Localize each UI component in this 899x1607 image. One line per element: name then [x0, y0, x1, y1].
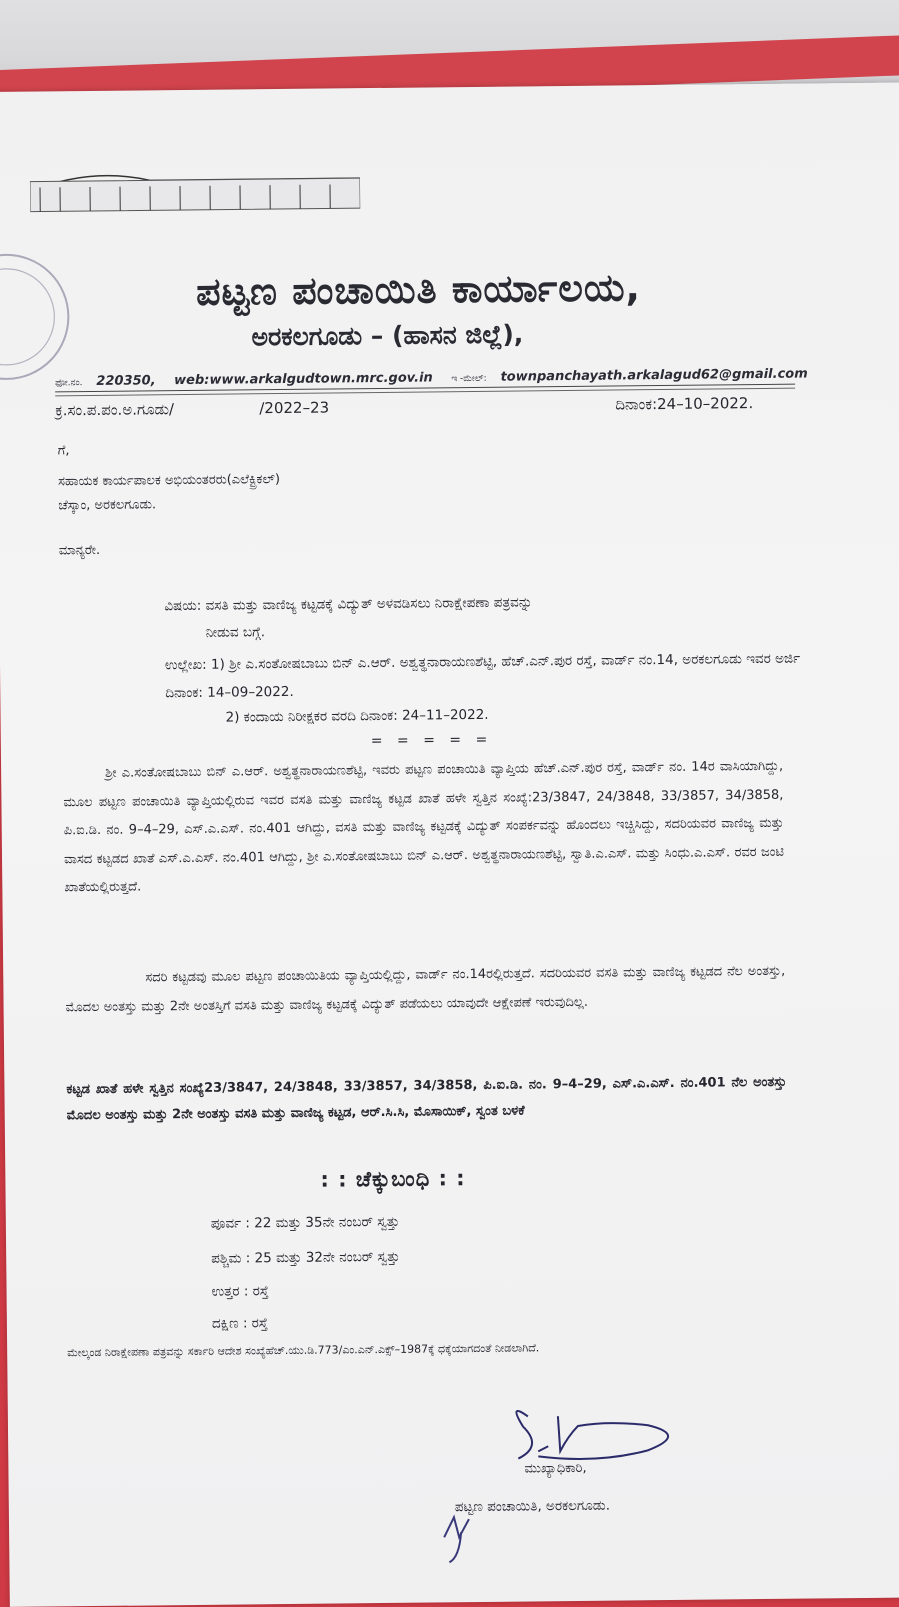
recipient-designation: ಸಹಾಯಕ ಕಾರ್ಯಪಾಲಕ ಅಭಿಯಂತರರು(ಎಲೆಕ್ಟ್ರಿಕಲ್)	[58, 472, 280, 489]
folder-binding-strip	[30, 170, 360, 218]
body-paragraph-1: ಶ್ರೀ ಎ.ಸಂತೋಷಬಾಬು ಬಿನ್ ಎ.ಆರ್. ಅಶ್ವತ್ಥನಾರಾಯಣಶೆಟ್ಟಿ, ಇವರು ಪಟ್ಟಣ ಪಂಚಾಯಿತಿ ವ್ಯಾಪ್ತಿಯ ಹೆಚ್.ಎನ್.ಪುರ ರಸ್ತೆ, ವಾರ್ಡ್ ನಂ. 14ರ ವಾಸಿಯಾಗಿದ್ದು, ಮೂಲ ಪಟ್ಟಣ ಪಂಚಾಯಿತಿ ವ್ಯಾಪ್ತಿಯಲ್ಲಿರುವ ಇವರ ವಸತಿ ಮತ್ತು ವಾಣಿಜ್ಯ ಕಟ್ಟಡ ಖಾತೆ ಹಳೇ ಸ್ವತ್ತಿನ ಸಂಖ್ಯೆ:23/3847, 24/3848, 33/3857, 34/3858, ಪಿ.ಐ.ಡಿ. ನಂ. 9–4–29, ಎಸ್.ಎ.ಎಸ್. ನಂ.401 ಆಗಿದ್ದು, ವಸತಿ ಮತ್ತು ವಾಣಿಜ್ಯ ಕಟ್ಟಡಕ್ಕೆ ವಿದ್ಯುತ್ ಸಂಪರ್ಕವನ್ನು ಹೊಂದಲು ಇಚ್ಚಿಸಿದ್ದು, ಸದರಿಯವರ ವಾಣಿಜ್ಯ ಮತ್ತು ವಾಸದ ಕಟ್ಟಡದ ಖಾತೆ ಎಸ್.ಎ.ಎಸ್. ನಂ.401 ಆಗಿದ್ದು, ಶ್ರೀ ಎ.ಸಂತೋಷಬಾಬು ಬಿನ್ ಎ.ಆರ್. ಅಶ್ವತ್ಥನಾರಾಯಣಶೆಟ್ಟಿ, ಸ್ವಾತಿ.ಎ.ಎಸ್. ಮತ್ತು ಸಿಂಧು.ಎ.ಎಸ್. ರವರ ಜಂಟಿ ಖಾತೆಯಲ್ಲಿರುತ್ತದೆ.	[63, 753, 784, 903]
boundary-north: ಉತ್ತರ : ರಸ್ತೆ	[211, 1283, 268, 1300]
boundaries-title: : : ಚೆಕ್ಕುಬಂಧಿ : :	[320, 1166, 465, 1193]
subject-line-1: ವಿಷಯ: ವಸತಿ ಮತ್ತು ವಾಣಿಜ್ಯ ಕಟ್ಟಡಕ್ಕೆ ವಿದ್ಯುತ್ ಅಳವಡಿಸಲು ನಿರಾಕ್ಷೇಪಣಾ ಪತ್ರವನ್ನು	[164, 587, 794, 621]
recipient-to: ಗೆ,	[58, 443, 70, 458]
recipient-office: ಚೆಸ್ಕಾಂ, ಅರಕಲಗೂಡು.	[58, 497, 156, 513]
signatory-designation: ಮುಖ್ಯಾಧಿಕಾರಿ,	[524, 1461, 586, 1477]
website: web:www.arkalgudtown.mrc.gov.in	[174, 370, 433, 388]
contact-line	[55, 367, 795, 390]
boundary-east: ಪೂರ್ವ : 22 ಮತ್ತು 35ನೇ ನಂಬರ್ ಸ್ವತ್ತು	[211, 1214, 400, 1232]
email-label: ಇ -ಮೇಲ್:	[451, 374, 486, 384]
letter-date: ದಿನಾಂಕ:24–10–2022.	[615, 394, 753, 413]
reference-number: ಕ್ರ.ಸಂ.ಪ.ಪಂ.ಅ.ಗೂಡು/	[55, 400, 174, 419]
phone-label: ಫೋ.ನಂ.	[55, 378, 82, 388]
body-paragraph-3: ಕಟ್ಟಡ ಖಾತೆ ಹಳೇ ಸ್ವತ್ತಿನ ಸಂಖ್ಯೆ23/3847, 24/3848, 33/3857, 34/3858, ಪಿ.ಐ.ಡಿ. ನಂ. 9–4–29, ಎಸ್.ಎ.ಎಸ್. ನಂ.401 ನೆಲ ಅಂತಸ್ತು ಮೊದಲ ಅಂತಸ್ತು ಮತ್ತು 2ನೇ ಅಂತಸ್ತು ವಸತಿ ಮತ್ತು ವಾಣಿಜ್ಯ ಕಟ್ಟಡ, ಆರ್.ಸಿ.ಸಿ, ಮೊಸಾಯಿಕ್, ಸ್ವಂತ ಬಳಕೆ	[66, 1070, 787, 1130]
salutation: ಮಾನ್ಯರೇ.	[59, 543, 100, 558]
phone-number: 220350,	[96, 373, 155, 389]
boundary-south: ದಕ್ಷಿಣ : ರಸ್ತೆ	[212, 1315, 268, 1332]
boundary-west: ಪಶ್ಚಿಮ : 25 ಮತ್ತು 32ನೇ ನಂಬರ್ ಸ್ವತ್ತು	[211, 1249, 400, 1267]
email: townpanchayath.arkalagud62@gmail.com	[500, 366, 807, 384]
place-district: ಅರಕಲಗೂಡು – (ಹಾಸನ ಜಿಲ್ಲೆ),	[251, 319, 523, 352]
reference-2: 2) ಕಂದಾಯ ನಿರೀಕ್ಷಕರ ವರದಿ ದಿನಾಂಕ: 24–11–2022.	[225, 707, 488, 726]
footnote: ಮೇಲ್ಕಂಡ ನಿರಾಕ್ಷೇಪಣಾ ಪತ್ರವನ್ನು ಸರ್ಕಾರಿ ಆದೇಶ ಸಂಖ್ಯೆಹೆಚ್.ಯು.ಡಿ.773/ಎಂ.ಎನ್.ಎಕ್ಸ್–1987ಕ್ಕೆ ಧಕ್ಕೆಯಾಗದಂತೆ ನೀಡಲಾಗಿದೆ.	[67, 1341, 539, 1360]
handwritten-initials	[439, 1507, 500, 1568]
reference-1: ಉಲ್ಲೇಖ: 1) ಶ್ರೀ ಎ.ಸಂತೋಷಬಾಬು ಬಿನ್ ಎ.ಆರ್. ಅಶ್ವತ್ಥನಾರಾಯಣಶೆಟ್ಟಿ, ಹೆಚ್.ಎನ್.ಪುರ ರಸ್ತೆ, ವಾರ್ಡ್ ನಂ.14, ಅರಕಲಗೂಡು ಇವರ ಅರ್ಜಿ ದಿನಾಂಕ: 14–09–2022.	[165, 645, 806, 708]
body-paragraph-2: ಸದರಿ ಕಟ್ಟಡವು ಮೂಲ ಪಟ್ಟಣ ಪಂಚಾಯಿತಿಯ ವ್ಯಾಪ್ತಿಯಲ್ಲಿದ್ದು, ವಾರ್ಡ್ ನಂ.14ರಲ್ಲಿರುತ್ತದೆ. ಸದರಿಯವರ ವಸತಿ ಮತ್ತು ವಾಣಿಜ್ಯ ಕಟ್ಟಡದ ನೆಲ ಅಂತಸ್ತು, ಮೊದಲ ಅಂತಸ್ತು ಮತ್ತು 2ನೇ ಅಂತಸ್ತಿಗೆ ವಸತಿ ಮತ್ತು ವಾಣಿಜ್ಯ ಕಟ್ಟಡಕ್ಕೆ ವಿದ್ಯುತ್ ಪಡೆಯಲು ಯಾವುದೇ ಆಕ್ಷೇಪಣೆ ಇರುವುದಿಲ್ಲ.	[65, 958, 786, 1023]
separator: = = = = =	[371, 732, 493, 749]
signatory-office: ಪಟ್ಟಣ ಪಂಚಾಯಿತಿ, ಅರಕಲಗೂಡು.	[455, 1498, 610, 1516]
office-title: ಪಟ್ಟಣ ಪಂಚಾಯಿತಿ ಕಾರ್ಯಾಲಯ,	[196, 265, 641, 315]
letter-page	[0, 82, 899, 1606]
subject-line-2: ನೀಡುವ ಬಗ್ಗೆ.	[165, 614, 795, 648]
subject-block	[164, 587, 795, 648]
reference-year: /2022–23	[259, 399, 329, 418]
